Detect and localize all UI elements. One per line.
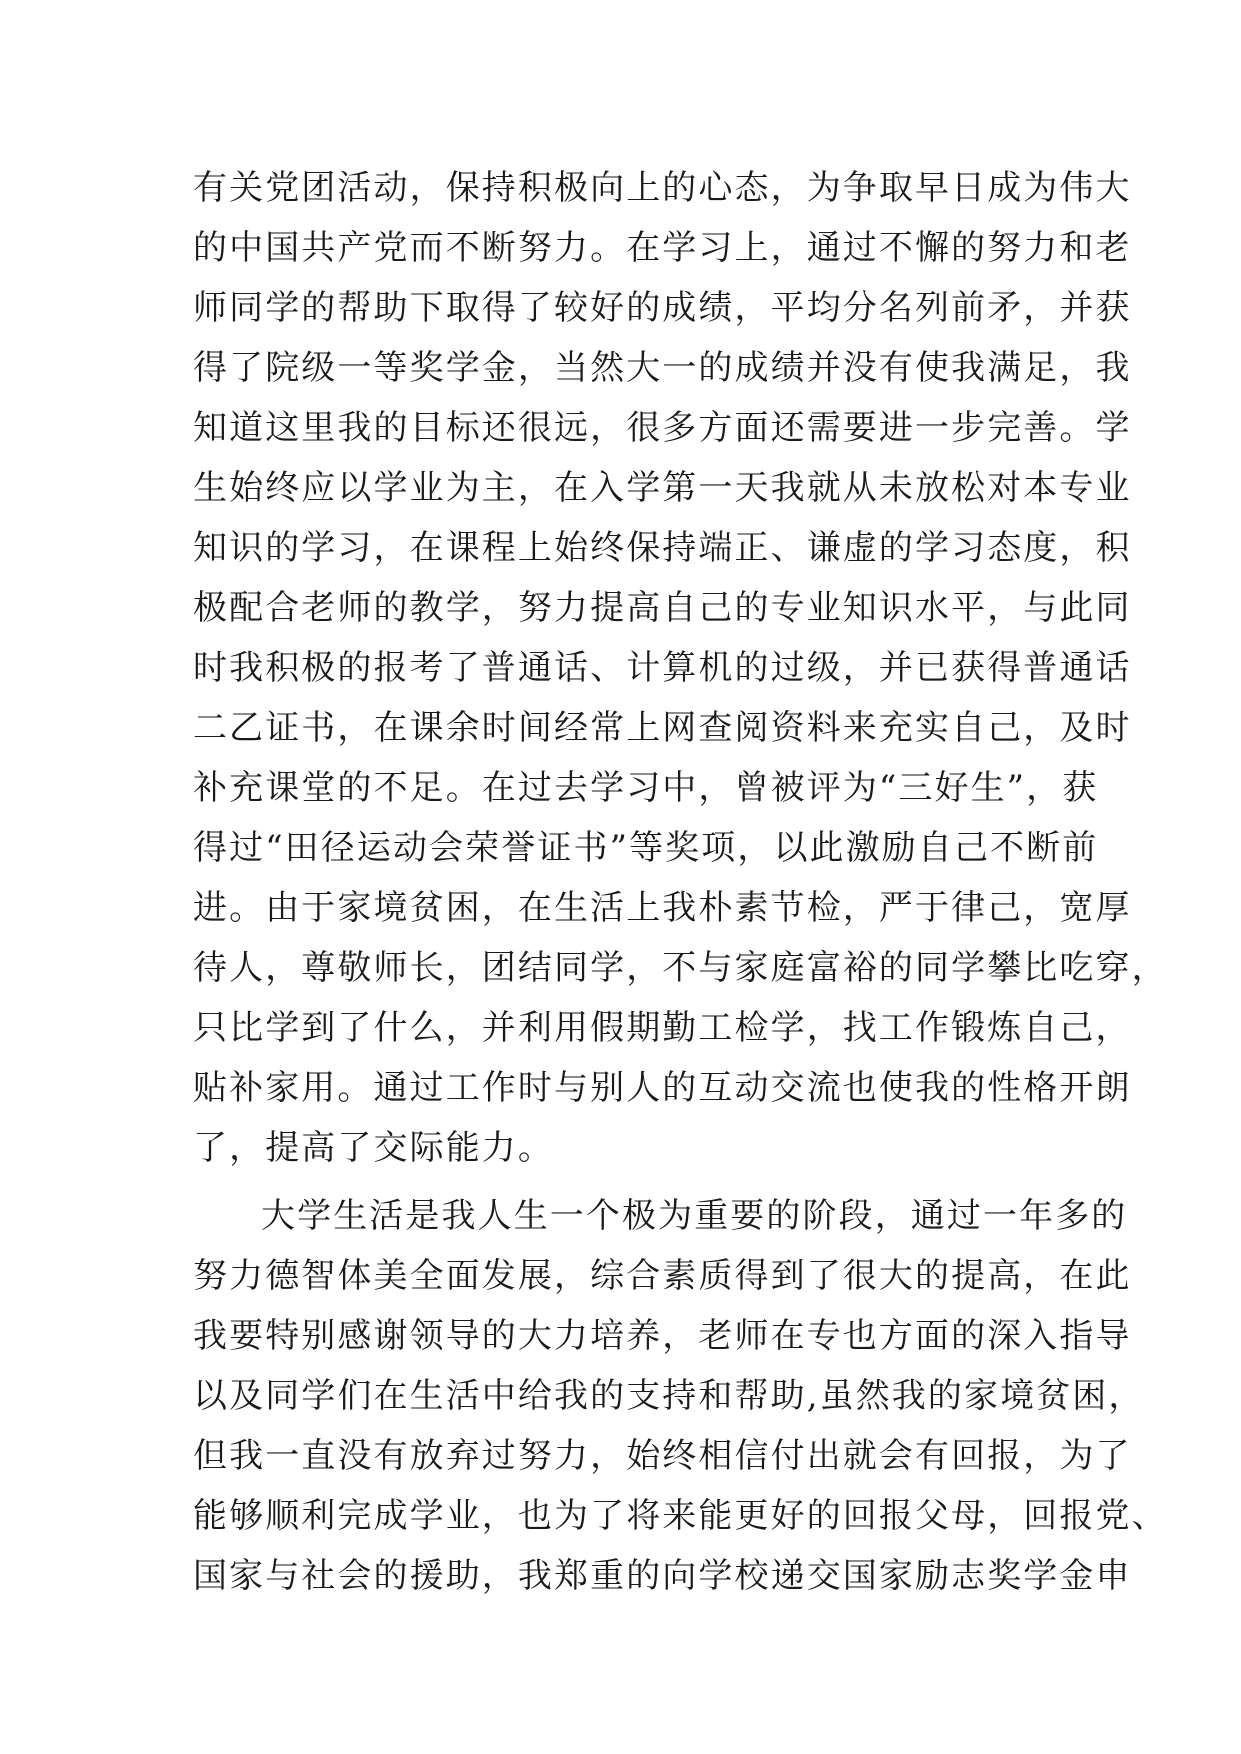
document-body — [193, 158, 1168, 1606]
paragraph-1-line: 的中国共产党而不断努力。在学习上，通过不懈的努力和老 — [193, 228, 1132, 268]
paragraph-1-line: 进。由于家境贫困，在生活上我朴素节检，严于律己，宽厚 — [193, 888, 1132, 928]
paragraph-1 — [193, 158, 1168, 1178]
paragraph-2-line: 以及同学们在生活中给我的支持和帮助,虽然我的家境贫困， — [193, 1376, 1145, 1416]
paragraph-2-line: 我要特别感谢领导的大力培养，老师在专也方面的深入指导 — [193, 1316, 1132, 1356]
paragraph-2-line: 但我一直没有放弃过努力，始终相信付出就会有回报，为了 — [193, 1436, 1132, 1476]
paragraph-1-line: 得过“田径运动会荣誉证书”等奖项，以此激励自己不断前 — [193, 828, 1099, 868]
paragraph-spacer — [193, 1178, 1073, 1186]
paragraph-2 — [193, 1186, 1168, 1606]
paragraph-2-line: 能够顺利完成学业，也为了将来能更好的回报父母，回报党、 — [193, 1496, 1168, 1536]
paragraph-1-line: 二乙证书，在课余时间经常上网查阅资料来充实自己，及时 — [193, 708, 1132, 748]
paragraph-1-line: 贴补家用。通过工作时与别人的互动交流也使我的性格开朗 — [193, 1068, 1132, 1108]
paragraph-1-line: 时我积极的报考了普通话、计算机的过级，并已获得普通话 — [193, 648, 1132, 688]
paragraph-2-line: 大学生活是我人生一个极为重要的阶段，通过一年多的 — [261, 1196, 1128, 1236]
paragraph-1-line: 得了院级一等奖学金，当然大一的成绩并没有使我满足，我 — [193, 348, 1132, 388]
paragraph-1-line: 有关党团活动，保持积极向上的心态，为争取早日成为伟大 — [193, 168, 1132, 208]
paragraph-1-line: 知识的学习，在课程上始终保持端正、谦虚的学习态度，积 — [193, 528, 1132, 568]
paragraph-1-line: 生始终应以学业为主，在入学第一天我就从未放松对本专业 — [193, 468, 1132, 508]
paragraph-1-line: 知道这里我的目标还很远，很多方面还需要进一步完善。学 — [193, 408, 1132, 448]
paragraph-1-line: 待人，尊敬师长，团结同学，不与家庭富裕的同学攀比吃穿， — [193, 948, 1168, 988]
paragraph-2-line: 努力德智体美全面发展，综合素质得到了很大的提高，在此 — [193, 1256, 1132, 1296]
paragraph-1-line: 极配合老师的教学，努力提高自己的专业知识水平，与此同 — [193, 588, 1132, 628]
paragraph-1-line: 补充课堂的不足。在过去学习中，曾被评为“三好生”，获 — [193, 768, 1099, 808]
paragraph-1-line: 了，提高了交际能力。 — [193, 1128, 554, 1168]
paragraph-2-line: 国家与社会的援助，我郑重的向学校递交国家励志奖学金申 — [193, 1556, 1132, 1596]
paragraph-1-line: 只比学到了什么，并利用假期勤工检学，找工作锻炼自己， — [193, 1008, 1132, 1048]
paragraph-1-line: 师同学的帮助下取得了较好的成绩，平均分名列前矛，并获 — [193, 288, 1132, 328]
